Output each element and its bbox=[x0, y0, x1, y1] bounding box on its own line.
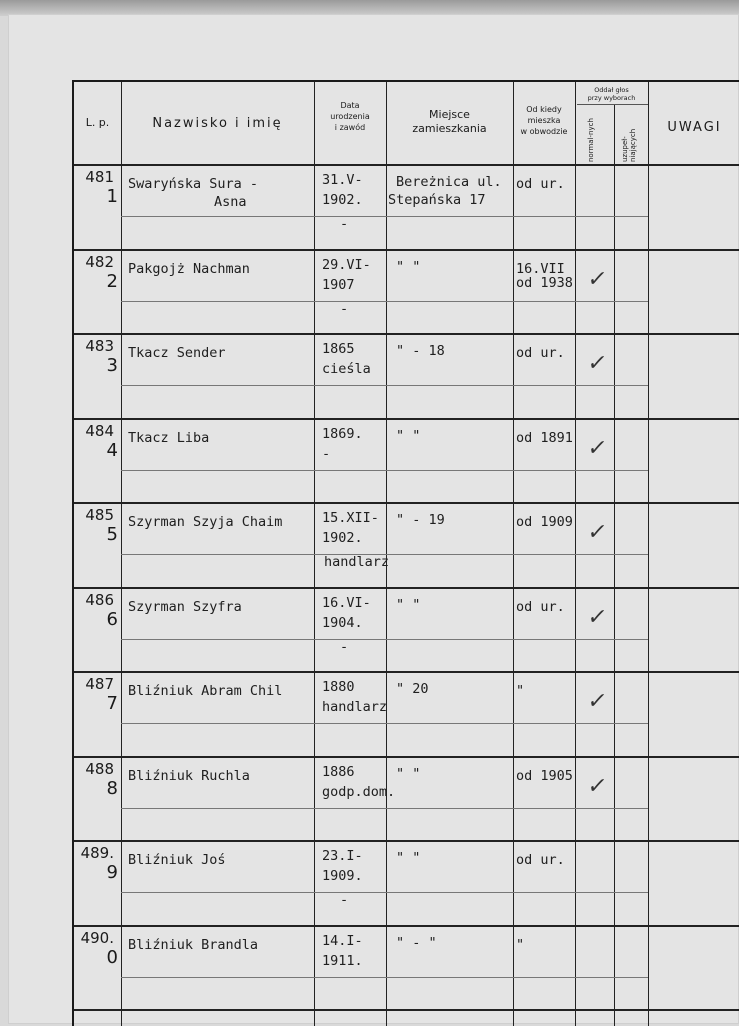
row-index: 2 bbox=[106, 270, 118, 292]
resident-since: od ur. bbox=[516, 345, 565, 361]
header-date-line3: i zawód bbox=[334, 123, 366, 132]
person-name: Pakgojż Nachman bbox=[128, 260, 250, 277]
person-name: Szyrman Szyja Chaim bbox=[128, 514, 283, 530]
row-inner-rule bbox=[121, 470, 648, 471]
row-index: 4 bbox=[106, 439, 118, 461]
residence: " " bbox=[396, 258, 421, 275]
row-index: 6 bbox=[106, 608, 118, 630]
occupation: - bbox=[340, 216, 349, 232]
resident-since: od 1891 bbox=[516, 429, 573, 446]
row-separator bbox=[74, 249, 739, 251]
vote-check-icon: ✓ bbox=[585, 604, 609, 630]
row-inner-rule bbox=[121, 977, 648, 978]
row-inner-rule bbox=[121, 301, 648, 302]
birth-date-detail: 1909. bbox=[322, 868, 363, 884]
row-separator bbox=[74, 333, 739, 335]
vote-check-icon: ✓ bbox=[585, 689, 609, 714]
row-separator bbox=[74, 418, 739, 420]
row-number: 483 bbox=[85, 337, 114, 355]
header-since-line2: mieszka bbox=[527, 116, 561, 125]
row-inner-rule bbox=[121, 723, 648, 724]
header-since bbox=[513, 104, 575, 137]
residence-street: Stepańska 17 bbox=[388, 192, 486, 208]
header-date-line1: Data bbox=[340, 101, 360, 110]
birth-date-detail: 1902. bbox=[322, 192, 363, 208]
residence: Bereżnica ul. bbox=[396, 174, 502, 190]
row-inner-rule bbox=[121, 808, 648, 809]
header-place-line1: Miejsce bbox=[429, 108, 470, 121]
col-divider bbox=[614, 104, 615, 1026]
row-separator bbox=[74, 587, 739, 589]
header-lp: L. p. bbox=[85, 116, 110, 129]
birth-date: 1880 bbox=[322, 679, 355, 695]
resident-since: od 1909 bbox=[516, 514, 573, 530]
row-inner-rule bbox=[121, 639, 648, 640]
header-since-line1: Od kiedy bbox=[526, 105, 562, 114]
row-index: 3 bbox=[106, 355, 118, 376]
header-bottom-rule bbox=[74, 164, 739, 166]
residence: " " bbox=[396, 850, 421, 866]
resident-since: " bbox=[516, 936, 525, 953]
row-index: 1 bbox=[106, 186, 118, 207]
resident-since-year: od 1938 bbox=[516, 274, 573, 291]
header-oddal-line2: przy wyborach bbox=[587, 94, 636, 102]
voter-register-table bbox=[72, 80, 739, 1026]
row-index: 7 bbox=[106, 693, 118, 714]
vote-check-icon: ✓ bbox=[585, 773, 609, 799]
row-number: 487 bbox=[85, 675, 114, 693]
birth-date-detail: cieśla bbox=[322, 361, 371, 377]
row-inner-rule bbox=[121, 892, 648, 893]
person-name: Tkacz Sender bbox=[128, 345, 226, 361]
birth-date-detail: godp.dom. bbox=[322, 783, 396, 800]
row-separator bbox=[74, 756, 739, 758]
birth-date-detail: handlarz bbox=[322, 699, 388, 715]
birth-date: 23.I- bbox=[322, 848, 363, 864]
row-number: 489. bbox=[80, 844, 114, 862]
person-name-cont: Asna bbox=[214, 194, 247, 210]
header-name: Nazwisko i imię bbox=[152, 116, 283, 131]
resident-since: " bbox=[516, 683, 525, 699]
occupation: handlarz bbox=[324, 554, 390, 570]
residence: " " bbox=[396, 765, 421, 782]
row-separator bbox=[74, 840, 739, 842]
row-separator bbox=[74, 671, 739, 673]
residence: " - " bbox=[396, 934, 437, 951]
birth-date-detail: 1907 bbox=[322, 276, 355, 293]
occupation: - bbox=[340, 638, 349, 655]
birth-date: 31.V- bbox=[322, 172, 363, 188]
row-number: 486 bbox=[85, 590, 114, 609]
residence: " " bbox=[396, 596, 421, 613]
row-index: 5 bbox=[106, 524, 118, 545]
birth-date: 1886 bbox=[322, 763, 355, 780]
birth-date: 16.VI- bbox=[322, 594, 371, 611]
header-oddal-line1: Oddał głos bbox=[594, 86, 629, 94]
row-number: 482 bbox=[85, 252, 114, 271]
birth-date-detail: - bbox=[322, 445, 331, 462]
row-separator bbox=[74, 925, 739, 927]
row-number: 485 bbox=[85, 506, 114, 524]
person-name: Bliźniuk Brandla bbox=[128, 936, 259, 953]
row-index: 0 bbox=[106, 946, 118, 968]
row-index: 8 bbox=[106, 777, 118, 799]
birth-date: 14.I- bbox=[322, 932, 363, 949]
row-number: 481 bbox=[85, 168, 114, 186]
header-date bbox=[314, 100, 386, 133]
birth-date-detail: 1911. bbox=[322, 952, 363, 969]
resident-since: od 1905 bbox=[516, 767, 573, 784]
oddal-divider bbox=[577, 104, 648, 105]
residence: " - 18 bbox=[396, 343, 445, 359]
birth-date-detail: 1904. bbox=[322, 614, 363, 631]
resident-since: od ur. bbox=[516, 852, 565, 868]
vote-check-icon: ✓ bbox=[585, 520, 609, 545]
header-place-line2: zamieszkania bbox=[412, 122, 487, 135]
header-oddal-normal: normal-nych bbox=[587, 118, 595, 162]
person-name: Bliźniuk Joś bbox=[128, 852, 226, 868]
header-date-line2: urodzenia bbox=[330, 112, 370, 121]
person-name: Swaryńska Sura - bbox=[128, 176, 259, 192]
row-inner-rule bbox=[121, 216, 648, 217]
birth-date-detail: 1902. bbox=[322, 530, 363, 546]
person-name: Szyrman Szyfra bbox=[128, 598, 242, 615]
resident-since: 16.VII bbox=[516, 260, 565, 277]
person-name: Bliźniuk Abram Chil bbox=[128, 683, 283, 699]
col-divider bbox=[648, 82, 649, 1026]
vote-check-icon: ✓ bbox=[585, 435, 609, 461]
occupation: - bbox=[340, 300, 349, 317]
birth-date: 15.XII- bbox=[322, 510, 379, 526]
residence: " " bbox=[396, 427, 421, 444]
header-oddal bbox=[575, 86, 648, 102]
row-inner-rule bbox=[121, 385, 648, 386]
resident-since: od ur. bbox=[516, 598, 565, 615]
residence: " 20 bbox=[396, 681, 429, 697]
header-uwagi: UWAGI bbox=[667, 120, 722, 135]
row-index: 9 bbox=[106, 862, 118, 883]
residence: " - 19 bbox=[396, 512, 445, 528]
row-separator bbox=[74, 502, 739, 504]
header-place bbox=[386, 108, 513, 136]
row-number: 490. bbox=[80, 928, 114, 947]
header-oddal-supplementary: uzupeł-niających bbox=[621, 128, 637, 162]
resident-since: od ur. bbox=[516, 176, 565, 192]
row-separator bbox=[74, 1009, 739, 1011]
birth-date: 1869. bbox=[322, 425, 363, 442]
person-name: Tkacz Liba bbox=[128, 429, 210, 446]
occupation: - bbox=[340, 892, 349, 908]
person-name: Bliźniuk Ruchla bbox=[128, 767, 250, 784]
vote-check-icon: ✓ bbox=[585, 351, 609, 376]
header-since-line3: w obwodzie bbox=[520, 127, 568, 136]
vote-check-icon: ✓ bbox=[585, 266, 609, 292]
birth-date: 29.VI- bbox=[322, 256, 371, 273]
row-number: 484 bbox=[85, 421, 114, 440]
birth-date: 1865 bbox=[322, 341, 355, 357]
row-number: 488 bbox=[85, 759, 114, 778]
